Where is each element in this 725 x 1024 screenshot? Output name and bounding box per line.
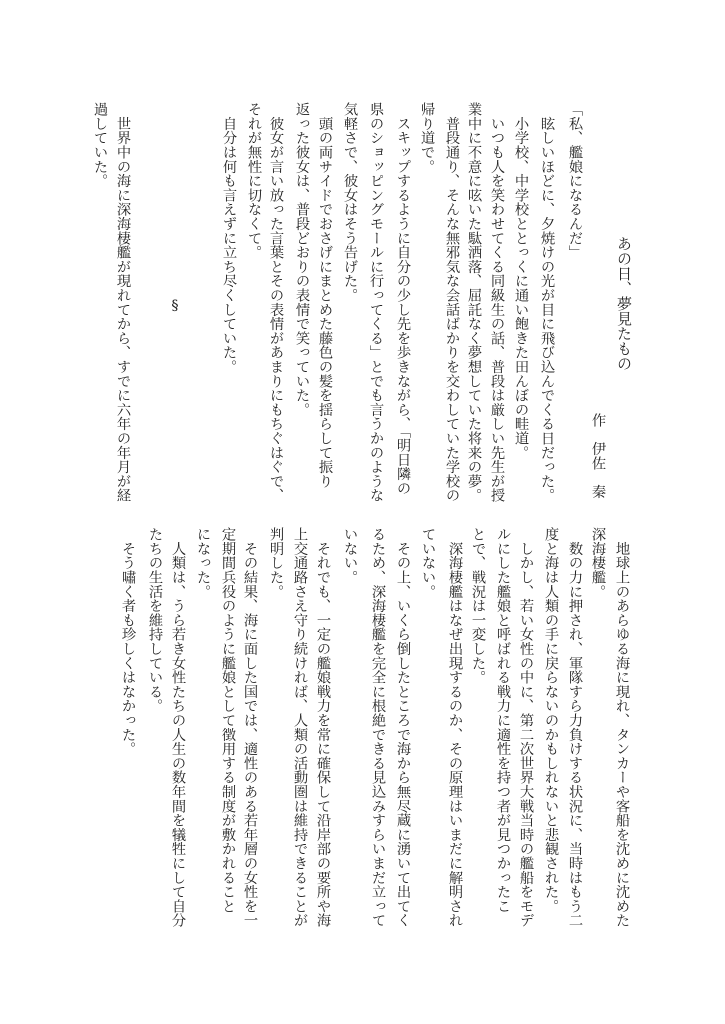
story-title: あの日、夢見たもの (615, 236, 633, 371)
lower-text-line: 判明した。 (268, 527, 284, 599)
author-byline: 作 伊佐 秦 (590, 413, 606, 499)
lower-text-line: 数の力に押され、軍隊すら力負けする状況に、当時はもう二 (567, 527, 583, 928)
lower-text-line: 度と海は人類の手に戻らないのかもしれないと悲観された。 (543, 527, 559, 914)
lower-text-line: とで、戦況は一変した。 (470, 527, 486, 685)
upper-text-line: いつも人を笑わせてくる同級生の話、普段は厳しい先生が授 (489, 102, 505, 503)
upper-text-line: 業中に不意に呟いた駄洒落、屈託なく夢想していた将来の夢。 (466, 102, 482, 503)
lower-text-line: それでも、一定の艦娘戦力を常に確保して沿岸部の要所や海 (315, 527, 331, 928)
lower-text-line: いない。 (342, 527, 358, 585)
upper-text-line: 「私、艦娘になるんだ」 (567, 102, 583, 260)
lower-text-line: るため、深海棲艦を完全に根絶できる見込みすらいまだ立って (370, 527, 386, 928)
upper-text-line: 世界中の海に深海棲艦が現れてから、すでに六年の年月が経 (115, 102, 131, 503)
lower-text-line: その上、いくら倒したところで海から無尽蔵に湧いて出てく (395, 527, 411, 928)
lower-text-line: 深海棲艦はなぜ出現するのか、その原理はいまだに解明され (447, 527, 463, 928)
lower-text-line: 定期間兵役のように艦娘として徴用する制度が敷かれること (220, 527, 236, 914)
upper-text-line: 帰り道で。 (419, 102, 435, 174)
lower-text-line: 上交通路さえ守り続ければ、人類の活動圏は維持できることが (292, 527, 308, 928)
lower-text-line: になった。 (195, 527, 211, 599)
upper-text-line: 彼女が言い放った言葉とその表情があまりにもちぐはぐで、 (268, 102, 284, 503)
section-mark: § (167, 298, 183, 314)
upper-text-line: 眩しいほどに、夕焼けの光が目に飛び込んでくる日だった。 (539, 102, 555, 503)
lower-text-line: その結果、海に面した国では、適性のある若年層の女性を一 (242, 527, 258, 928)
upper-text-line: 小学校、中学校ととっくに通い飽きた田んぼの畦道。 (513, 102, 529, 460)
lower-text-line: そう嘯く者も珍しくはなかった。 (120, 527, 136, 756)
upper-text-line: 返った彼女は、普段どおりの表情で笑っていた。 (294, 102, 310, 417)
lower-text-line: 人類は、うら若き女性たちの人生の数年間を犠牲にして自分 (170, 527, 186, 928)
upper-text-line: それが無性に切なくて。 (246, 102, 262, 260)
lower-text-line: 深海棲艦。 (590, 527, 606, 599)
upper-text-line: 過していた。 (92, 102, 108, 188)
lower-text-line: ていない。 (420, 527, 436, 599)
upper-text-line: 自分は何も言えずに立ち尽くしていた。 (221, 102, 237, 374)
upper-text-line: スキップするように自分の少し先を歩きながら、「明日隣の (395, 102, 411, 496)
lower-text-line: 地球上のあらゆる海に現れ、タンカーや客船を沈めに沈めた (614, 527, 630, 928)
upper-text-line: 頭の両サイドでおさげにまとめた藤色の髪を揺らして振り (317, 102, 333, 489)
lower-text-line: たちの生活を維持している。 (147, 527, 163, 713)
upper-text-line: 県のショッピングモールに行ってくる」とでも言うかのような (368, 102, 384, 503)
lower-text-line: しかし、若い女性の中に、第二次世界大戦当時の艦船をモデ (518, 527, 534, 928)
upper-text-line: 気軽さで、彼女はそう告げた。 (342, 102, 358, 303)
lower-text-line: ルにした艦娘と呼ばれる戦力に適性を持つ者が見つかったこ (495, 527, 511, 914)
upper-text-line: 普段通り、そんな無邪気な会話ばかりを交わしていた学校の (444, 102, 460, 503)
